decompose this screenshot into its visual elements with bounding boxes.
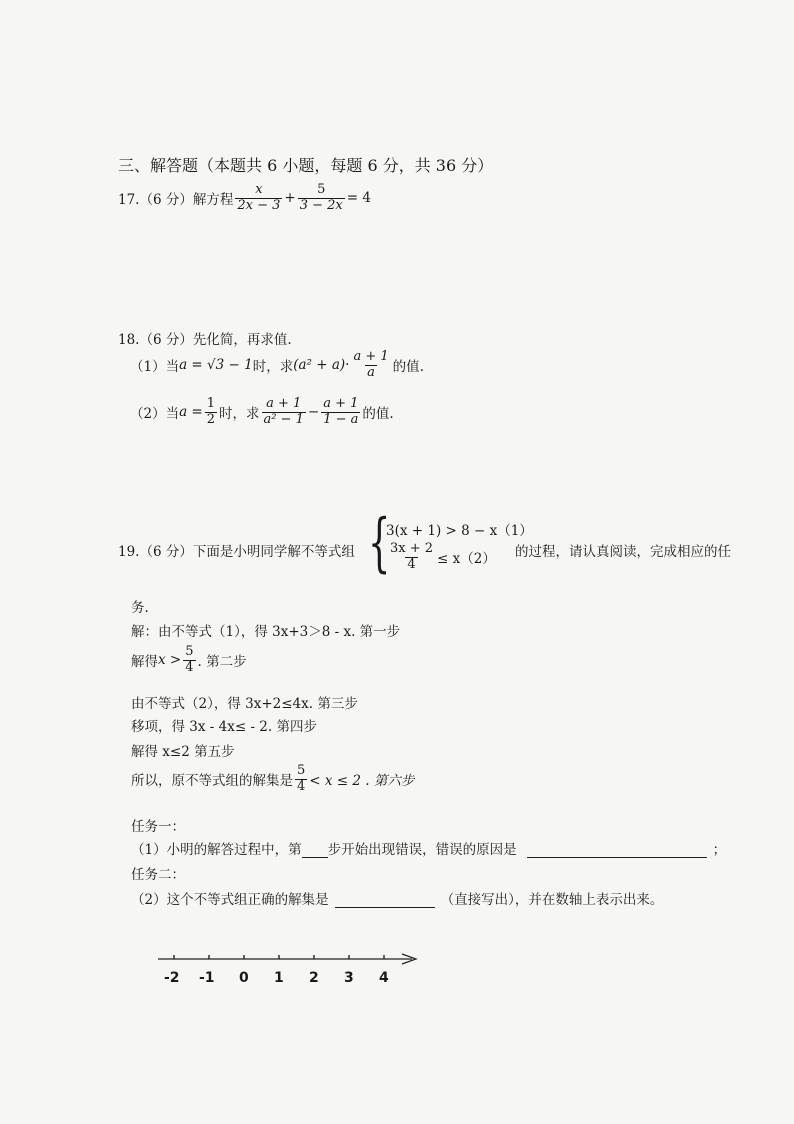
q19-inequality-2 <box>386 542 496 573</box>
q19-intro: 19.（6 分）下面是小明同学解不等式组 <box>118 544 355 560</box>
q18-p2-f1-denominator: a² − 1 <box>263 411 304 427</box>
q19-ineq2-numerator: 3x + 2 <box>390 541 434 556</box>
q19-ineq2-fraction <box>388 542 435 573</box>
q19-ineq2-tail: ≤ x（2） <box>437 551 496 568</box>
q17-plus: + <box>284 190 296 207</box>
question-17 <box>118 183 371 214</box>
number-line-label: 3 <box>344 970 354 986</box>
q19-step6-text-a: 所以，原不等式组的解集是 <box>131 773 293 790</box>
q17-f2-numerator: 5 <box>317 182 326 197</box>
q18-p2-condition: a = <box>179 404 203 421</box>
q19-step2-denominator: 4 <box>185 659 194 675</box>
q19-intro-tail: 的过程，请认真阅读，完成相应的任 <box>515 544 731 560</box>
task-1-label: 任务一： <box>131 819 185 835</box>
number-line-label: -1 <box>199 970 215 986</box>
task-1-reason-blank[interactable] <box>527 843 707 858</box>
number-line-labels <box>150 968 430 990</box>
q19-step-4: 移项，得 3x - 4x≤ - 2. 第四步 <box>131 719 317 735</box>
q18-part-2 <box>130 397 394 428</box>
number-line-label: 1 <box>274 970 284 986</box>
q17-rhs: = 4 <box>346 190 371 207</box>
task-2-label: 任务二： <box>131 867 185 883</box>
task-2-text-b: （直接写出），并在数轴上表示出来。 <box>440 892 664 908</box>
q19-intro-continued: 务. <box>131 600 149 616</box>
q18-p2-fraction-2 <box>321 397 360 428</box>
q18-p2-half-denominator: 2 <box>206 411 216 427</box>
q17-f1-denominator: 2x − 3 <box>237 197 281 213</box>
q18-p1-text-a: （1）当 <box>130 359 180 376</box>
task-1-step-blank[interactable] <box>302 843 328 858</box>
task-1-end: ； <box>712 842 727 858</box>
q17-fraction-1 <box>235 183 282 214</box>
q18-p2-text-a: （2）当 <box>130 406 180 423</box>
q19-step-5: 解得 x≤2 第五步 <box>131 744 235 760</box>
task-1-text-a: （1）小明的解答过程中，第 <box>131 842 302 858</box>
task-2-text-a: （2）这个不等式组正确的解集是 <box>131 892 329 908</box>
q17-prefix: 17.（6 分）解方程 <box>118 192 234 209</box>
q18-p1-text-c: 时，求 <box>252 359 294 376</box>
q19-step6-fraction <box>295 764 307 795</box>
q17-fraction-2 <box>298 183 345 214</box>
task-1-line <box>131 838 726 858</box>
q18-p2-half <box>205 397 217 428</box>
q19-inequality-1: 3(x + 1) > 8 − x（1） <box>386 523 533 539</box>
q19-step6-numerator: 5 <box>297 763 306 778</box>
q18-p2-f2-numerator: a + 1 <box>323 396 359 411</box>
task-2-line <box>131 888 663 908</box>
q18-p2-f1-numerator: a + 1 <box>266 396 302 411</box>
q18-p1-numerator: a + 1 <box>353 349 389 364</box>
q19-step2-text-c: . 第二步 <box>197 654 247 671</box>
q17-f1-numerator: x <box>255 182 263 197</box>
q17-f2-denominator: 3 − 2x <box>299 197 343 213</box>
q18-p2-text-c: 时，求 <box>219 406 260 423</box>
q19-step2-numerator: 5 <box>185 644 194 659</box>
q18-p1-condition: a = √3 − 1 <box>179 357 253 374</box>
q18-p2-fraction-1 <box>262 397 306 428</box>
q18-part-1 <box>130 350 424 381</box>
q18-p1-fraction <box>351 350 390 381</box>
q19-ineq2-denominator: 4 <box>407 556 416 572</box>
q19-step-1: 解：由不等式（1），得 3x+3＞8 - x. 第一步 <box>131 624 401 640</box>
q18-p2-text-e: 的值. <box>362 406 394 423</box>
q18-p2-half-numerator: 1 <box>206 396 216 411</box>
q19-step-6 <box>131 764 414 795</box>
q19-step6-text-b: < x ≤ 2 . 第六步 <box>309 773 415 790</box>
q18-p2-f2-denominator: 1 − a <box>323 411 359 427</box>
q18-p2-minus: − <box>307 404 320 421</box>
number-line-label: 0 <box>239 970 249 986</box>
number-line-label: -2 <box>164 970 180 986</box>
number-line-label: 2 <box>309 970 319 986</box>
q19-step2-text-a: 解得 <box>131 654 158 671</box>
q19-step6-denominator: 4 <box>297 778 306 794</box>
number-line-label: 4 <box>379 970 389 986</box>
q19-step2-fraction <box>183 645 195 676</box>
task-1-text-b: 步开始出现错误，错误的原因是 <box>327 842 517 858</box>
q18-p1-text-e: 的值. <box>392 359 424 376</box>
system-brace: { <box>368 506 391 580</box>
task-2-solution-blank[interactable] <box>335 893 435 908</box>
q19-step2-expression: x > <box>158 652 182 669</box>
q19-step-2 <box>131 645 247 676</box>
q18-p1-denominator: a <box>367 364 375 380</box>
section-heading: 三、解答题（本题共 6 小题，每题 6 分，共 36 分） <box>118 156 494 175</box>
q19-step-3: 由不等式（2），得 3x+2≤4x. 第三步 <box>131 696 358 712</box>
q18-p1-expression: (a² + a)· <box>293 357 350 374</box>
q18-intro: 18.（6 分）先化简，再求值. <box>118 332 292 348</box>
